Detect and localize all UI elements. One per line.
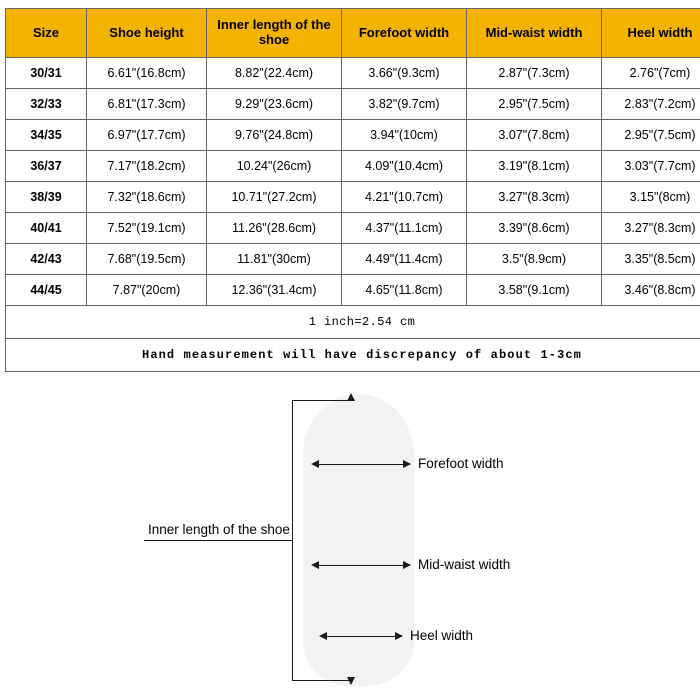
cell-mid-waist-width: 3.27"(8.3cm) xyxy=(467,182,602,213)
heel-right-arrow-icon xyxy=(395,632,403,640)
heel-width-line xyxy=(326,636,402,637)
cell-shoe-height: 6.97"(17.7cm) xyxy=(87,120,207,151)
cell-size: 30/31 xyxy=(6,58,87,89)
cell-heel-width: 3.15"(8cm) xyxy=(602,182,700,213)
inner-length-top-tick xyxy=(292,400,350,401)
column-header-size: Size xyxy=(6,9,87,58)
cell-shoe-height: 6.81"(17.3cm) xyxy=(87,89,207,120)
cell-inner-length: 10.24"(26cm) xyxy=(207,151,342,182)
shoe-sole-diagram xyxy=(0,388,700,700)
table-row xyxy=(6,213,700,244)
size-table xyxy=(5,8,700,372)
cell-heel-width: 2.83"(7.2cm) xyxy=(602,89,700,120)
inner-length-label-leader xyxy=(144,540,292,541)
cell-mid-waist-width: 3.5"(8.9cm) xyxy=(467,244,602,275)
inner-length-top-arrow-icon xyxy=(347,393,355,401)
forefoot-width-line xyxy=(318,464,410,465)
cell-shoe-height: 7.68"(19.5cm) xyxy=(87,244,207,275)
table-header xyxy=(6,9,700,58)
table-row xyxy=(6,151,700,182)
table-row xyxy=(6,182,700,213)
cell-mid-waist-width: 3.58"(9.1cm) xyxy=(467,275,602,306)
table-header-row xyxy=(6,9,700,58)
table-row xyxy=(6,89,700,120)
cell-size: 32/33 xyxy=(6,89,87,120)
cell-mid-waist-width: 3.07"(7.8cm) xyxy=(467,120,602,151)
cell-forefoot-width: 4.65"(11.8cm) xyxy=(342,275,467,306)
note-conversion: 1 inch=2.54 cm xyxy=(6,306,700,339)
column-header-inner-length: Inner length of the shoe xyxy=(207,9,342,58)
cell-heel-width: 2.76"(7cm) xyxy=(602,58,700,89)
cell-forefoot-width: 4.49"(11.4cm) xyxy=(342,244,467,275)
cell-mid-waist-width: 2.87"(7.3cm) xyxy=(467,58,602,89)
cell-inner-length: 9.76"(24.8cm) xyxy=(207,120,342,151)
cell-size: 38/39 xyxy=(6,182,87,213)
mid-waist-left-arrow-icon xyxy=(311,561,319,569)
mid-waist-right-arrow-icon xyxy=(403,561,411,569)
cell-size: 36/37 xyxy=(6,151,87,182)
forefoot-right-arrow-icon xyxy=(403,460,411,468)
cell-size: 44/45 xyxy=(6,275,87,306)
cell-heel-width: 3.35"(8.5cm) xyxy=(602,244,700,275)
mid-waist-width-label: Mid-waist width xyxy=(418,557,511,572)
cell-heel-width: 3.46"(8.8cm) xyxy=(602,275,700,306)
shoe-sole-shape xyxy=(303,394,414,686)
cell-forefoot-width: 4.09"(10.4cm) xyxy=(342,151,467,182)
table-row xyxy=(6,275,700,306)
cell-inner-length: 11.26"(28.6cm) xyxy=(207,213,342,244)
cell-inner-length: 12.36"(31.4cm) xyxy=(207,275,342,306)
cell-forefoot-width: 4.21"(10.7cm) xyxy=(342,182,467,213)
cell-heel-width: 3.03"(7.7cm) xyxy=(602,151,700,182)
column-header-forefoot-width: Forefoot width xyxy=(342,9,467,58)
cell-forefoot-width: 4.37"(11.1cm) xyxy=(342,213,467,244)
inner-length-bottom-tick xyxy=(292,680,350,681)
cell-forefoot-width: 3.94"(10cm) xyxy=(342,120,467,151)
note-discrepancy: Hand measurement will have discrepancy of about 1-3cm xyxy=(6,339,700,372)
table-row xyxy=(6,120,700,151)
cell-size: 42/43 xyxy=(6,244,87,275)
cell-mid-waist-width: 3.19"(8.1cm) xyxy=(467,151,602,182)
cell-shoe-height: 7.87"(20cm) xyxy=(87,275,207,306)
cell-shoe-height: 7.52"(19.1cm) xyxy=(87,213,207,244)
cell-shoe-height: 6.61"(16.8cm) xyxy=(87,58,207,89)
cell-size: 34/35 xyxy=(6,120,87,151)
forefoot-width-label: Forefoot width xyxy=(418,456,504,471)
note-row-discrepancy xyxy=(6,339,700,372)
inner-length-measure-line xyxy=(292,400,293,680)
column-header-mid-waist-width: Mid-waist width xyxy=(467,9,602,58)
mid-waist-width-line xyxy=(318,565,410,566)
forefoot-left-arrow-icon xyxy=(311,460,319,468)
heel-width-label: Heel width xyxy=(410,628,474,643)
cell-shoe-height: 7.17"(18.2cm) xyxy=(87,151,207,182)
column-header-shoe-height: Shoe height xyxy=(87,9,207,58)
note-row-conversion xyxy=(6,306,700,339)
cell-heel-width: 3.27"(8.3cm) xyxy=(602,213,700,244)
table-body xyxy=(6,58,700,372)
cell-shoe-height: 7.32"(18.6cm) xyxy=(87,182,207,213)
table-row xyxy=(6,244,700,275)
cell-size: 40/41 xyxy=(6,213,87,244)
cell-forefoot-width: 3.82"(9.7cm) xyxy=(342,89,467,120)
cell-mid-waist-width: 3.39"(8.6cm) xyxy=(467,213,602,244)
cell-mid-waist-width: 2.95"(7.5cm) xyxy=(467,89,602,120)
cell-inner-length: 8.82"(22.4cm) xyxy=(207,58,342,89)
cell-forefoot-width: 3.66"(9.3cm) xyxy=(342,58,467,89)
cell-inner-length: 9.29"(23.6cm) xyxy=(207,89,342,120)
table-row xyxy=(6,58,700,89)
cell-inner-length: 11.81"(30cm) xyxy=(207,244,342,275)
cell-heel-width: 2.95"(7.5cm) xyxy=(602,120,700,151)
inner-length-bottom-arrow-icon xyxy=(347,677,355,685)
inner-length-label: Inner length of the shoe xyxy=(148,522,290,537)
cell-inner-length: 10.71"(27.2cm) xyxy=(207,182,342,213)
column-header-heel-width: Heel width xyxy=(602,9,700,58)
heel-left-arrow-icon xyxy=(319,632,327,640)
